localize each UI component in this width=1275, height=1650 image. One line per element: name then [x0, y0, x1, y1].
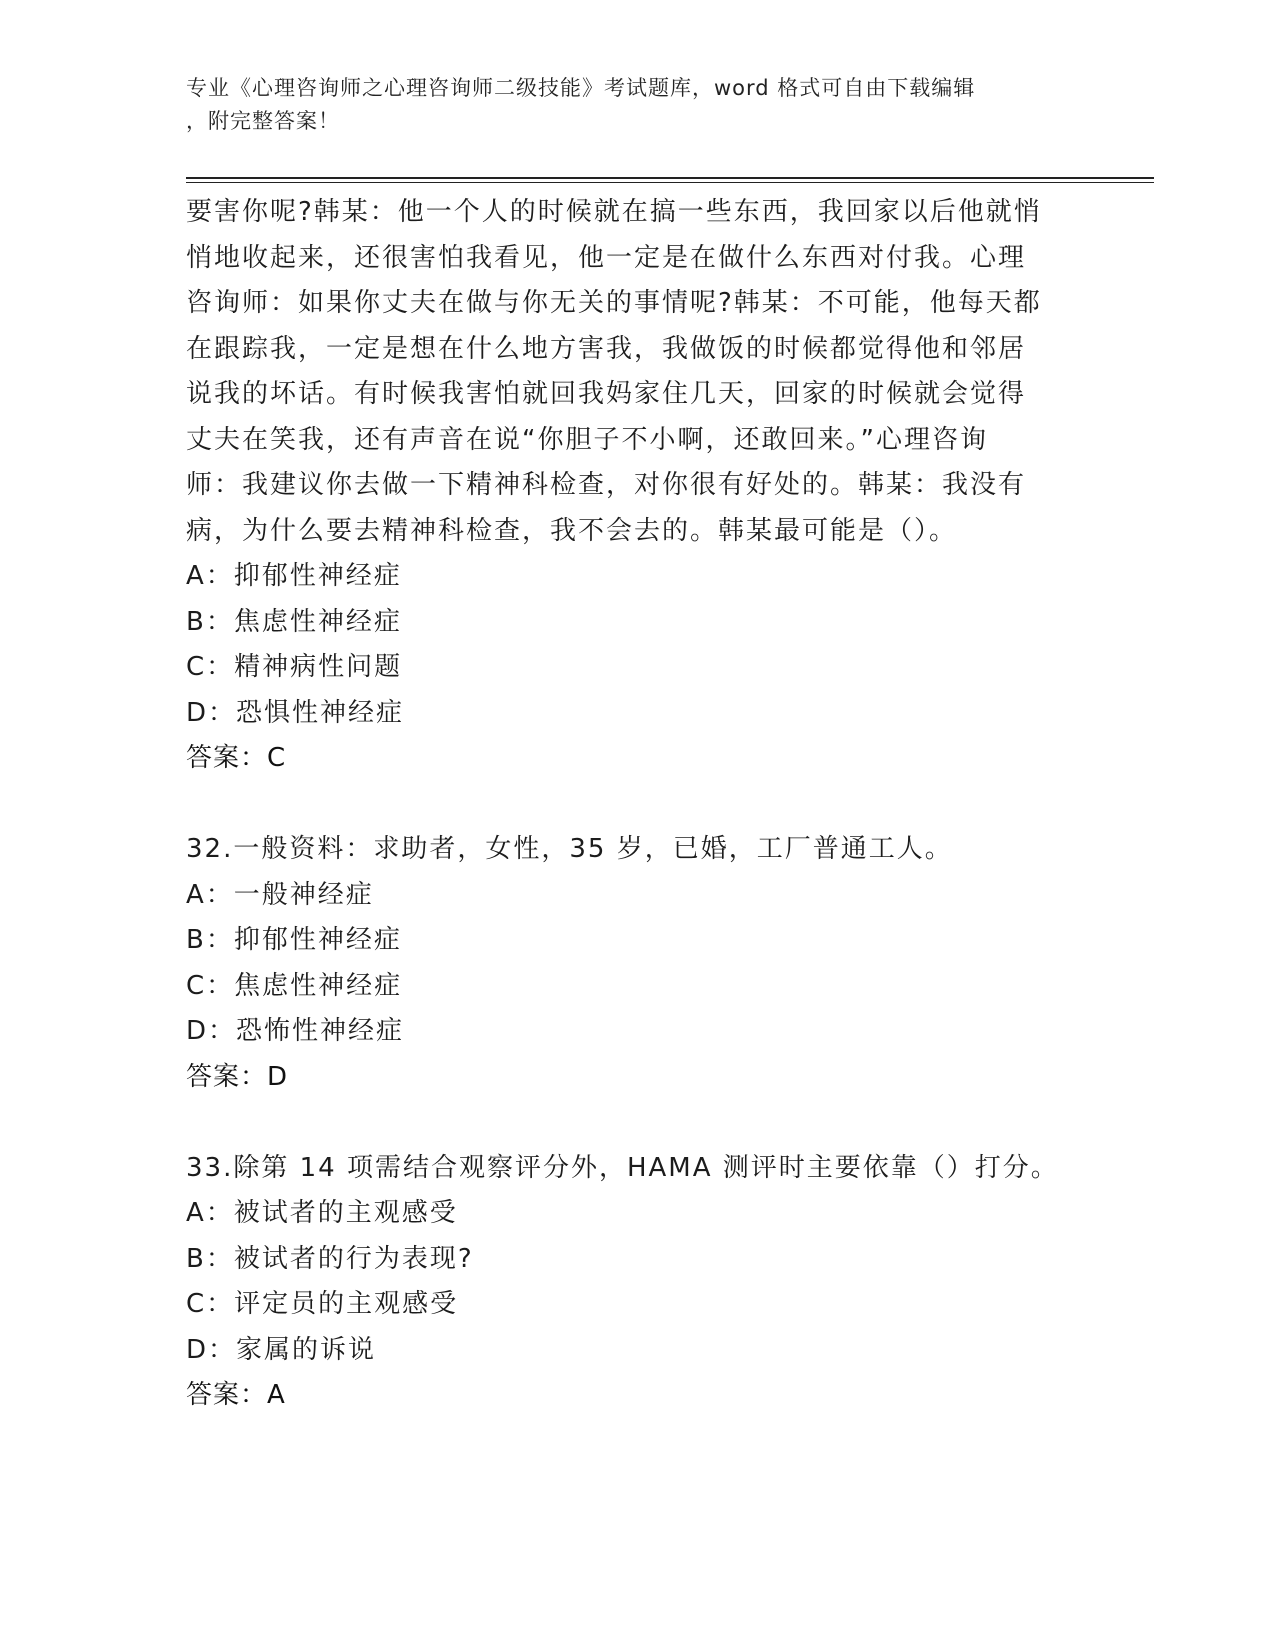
answer-label: 答案：D	[186, 1061, 289, 1092]
question-stem-line: 咨询师：如果你丈夫在做与你无关的事情呢?韩某：不可能，他每天都	[186, 288, 1042, 318]
question-spacer	[186, 782, 1086, 828]
question-stem-line: 师：我建议你去做一下精神科检查，对你很有好处的。韩某：我没有	[186, 470, 1027, 500]
question-32	[186, 827, 1086, 1100]
question-stem: 33.除第 14 项需结合观察评分外，HAMA 测评时主要依靠（）打分。	[186, 1152, 1059, 1183]
option-d: D：恐怖性神经症	[186, 1016, 405, 1046]
page-header	[186, 72, 1066, 138]
option-d: D：家属的诉说	[186, 1334, 377, 1365]
option-a: A：抑郁性神经症	[186, 561, 402, 591]
question-content	[186, 190, 1086, 1419]
question-stem-line: 丈夫在笑我，还有声音在说“你胆子不小啊，还敢回来。”心理咨询	[186, 424, 988, 455]
header-divider-thin	[186, 182, 1154, 183]
option-a: A：被试者的主观感受	[186, 1198, 458, 1228]
header-title-line-1: 专业《心理咨询师之心理咨询师二级技能》考试题库，word 格式可自由下载编辑	[186, 76, 976, 100]
option-b: B：焦虑性神经症	[186, 606, 402, 637]
option-b: B：抑郁性神经症	[186, 925, 402, 955]
option-c: C：焦虑性神经症	[186, 970, 403, 1001]
option-a: A：一般神经症	[186, 879, 374, 910]
answer-label: 答案：A	[186, 1380, 286, 1410]
header-divider-thick	[186, 177, 1154, 179]
header-title-line-2: ，附完整答案！	[186, 109, 340, 133]
question-stem-line: 悄地收起来，还很害怕我看见，他一定是在做什么东西对付我。心理	[186, 242, 1027, 273]
option-d: D：恐惧性神经症	[186, 697, 405, 728]
option-c: C：精神病性问题	[186, 652, 403, 682]
question-spacer	[186, 1100, 1086, 1146]
question-stem-line: 要害你呢?韩某：他一个人的时候就在搞一些东西，我回家以后他就悄	[186, 197, 1042, 227]
question-stem-line: 病，为什么要去精神科检查，我不会去的。韩某最可能是（）。	[186, 515, 958, 546]
option-b: B：被试者的行为表现?	[186, 1243, 474, 1274]
question-stem-line: 在跟踪我，一定是想在什么地方害我，我做饭的时候都觉得他和邻居	[186, 333, 1027, 364]
question-31	[186, 190, 1086, 782]
answer-label: 答案：C	[186, 743, 287, 773]
question-stem: 32.一般资料：求助者，女性，35 岁，已婚，工厂普通工人。	[186, 834, 953, 864]
option-c: C：评定员的主观感受	[186, 1289, 459, 1319]
question-stem-line: 说我的坏话。有时候我害怕就回我妈家住几天，回家的时候就会觉得	[186, 379, 1027, 409]
question-33	[186, 1146, 1086, 1419]
